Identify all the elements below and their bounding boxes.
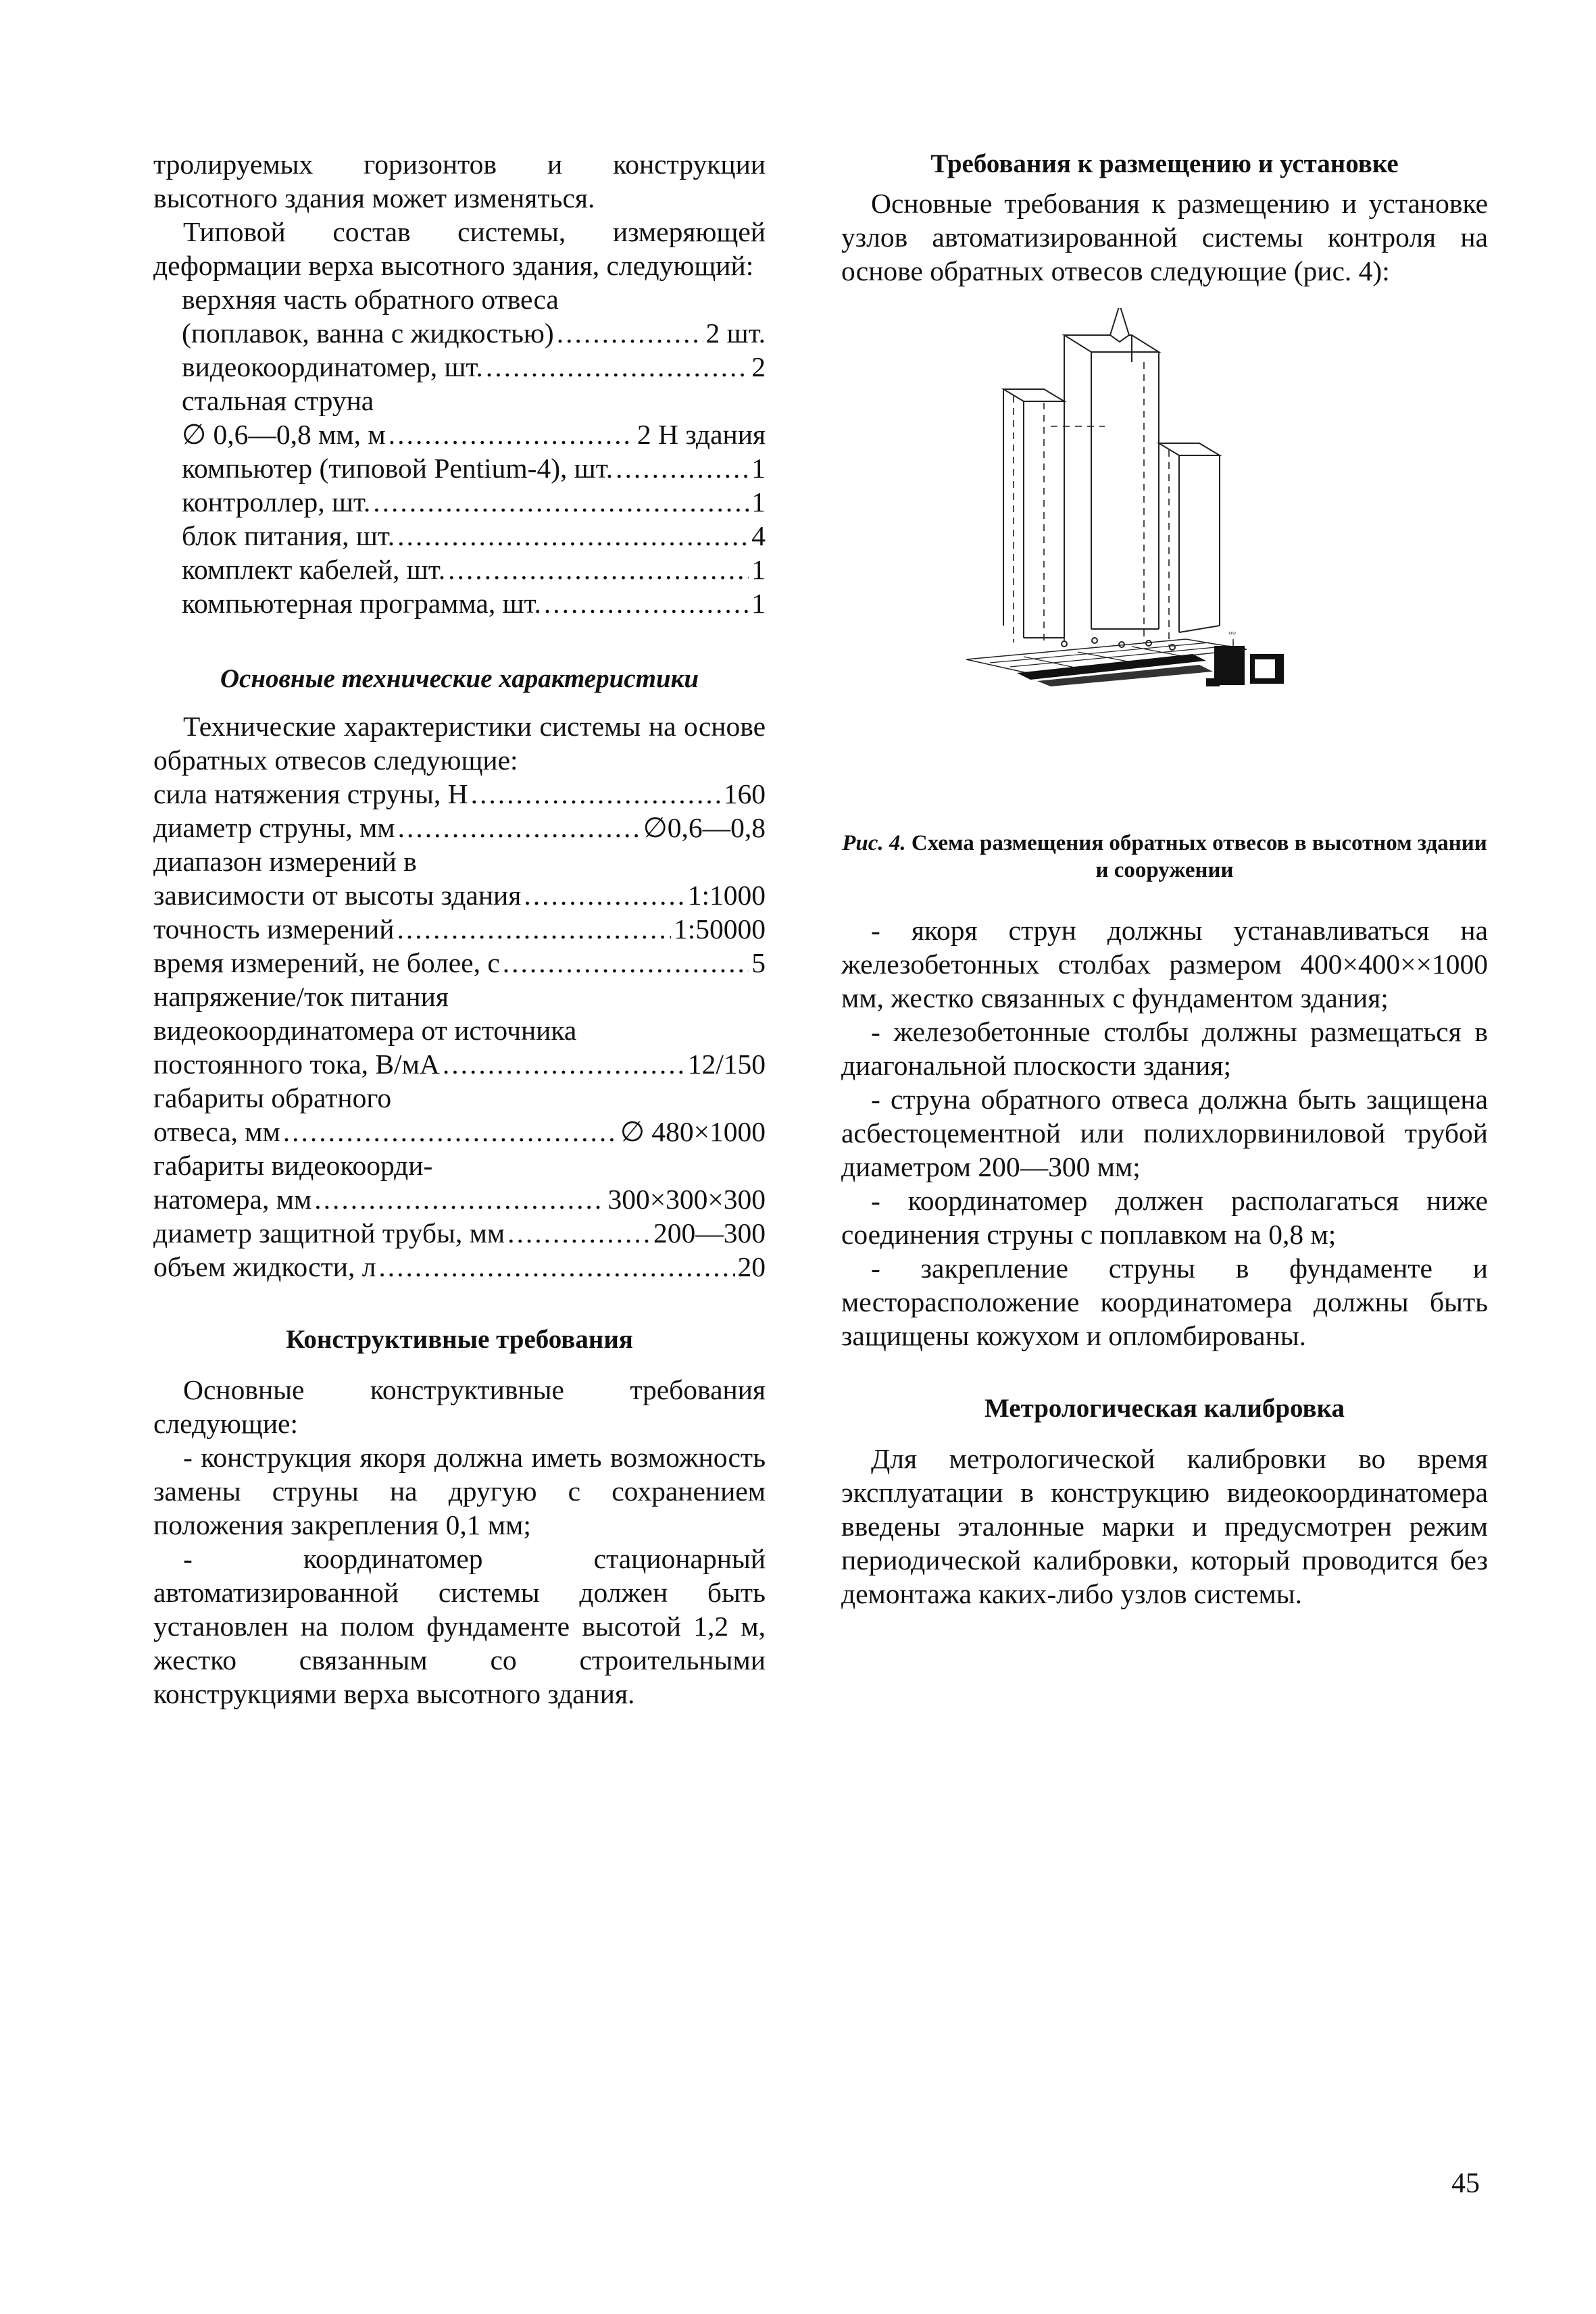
tech-row: габариты обратного [153, 1082, 392, 1113]
tech-row: видеокоординатомера от источника [153, 1015, 577, 1046]
left-tower-top [1003, 389, 1064, 401]
placement-item: - струна обратного отвеса должна быть защищена асбестоцементной или полихлорвиниловой трубой диаметром 200—300 мм; [841, 1084, 1488, 1182]
composition-list [182, 282, 766, 620]
composition-row: ∅ 0,6—0,8 мм, м ..... 2 H здания [182, 418, 766, 451]
constructive-item: - конструкция якоря должна иметь возможность замены струны на другую с сохранением положения закрепления 0,1 мм; [153, 1442, 766, 1540]
placement-item: - железобетонные столбы должны размещаться в диагональной плоскости здания; [841, 1016, 1488, 1081]
placement-item: - координатомер должен располагаться ниже соединения струны с поплавком на 0,8 м; [841, 1185, 1488, 1250]
figure-caption [841, 830, 1488, 884]
svg-text:°°: °° [1228, 630, 1237, 640]
tech-row: точность измерений ..... 1:50000 [153, 912, 766, 946]
right-tower-top [1159, 443, 1220, 455]
composition-row: видеокоординатомер, шт. ..... 2 [182, 350, 766, 384]
tech-heading: Основные технические характеристики [220, 664, 699, 693]
building-plumb-diagram [963, 308, 1368, 686]
constructive-intro: Основные конструктивные требования следующие: [153, 1374, 766, 1439]
tech-row: натомера, мм ..... 300×300×300 [153, 1182, 766, 1216]
tech-row: зависимости от высоты здания ..... 1:1000 [153, 878, 766, 912]
left-column [153, 147, 766, 1711]
placement-item: - закрепление струны в фундаменте и месторасположение координатомера должны быть защищены кожухом и опломбированы. [841, 1253, 1488, 1351]
tech-list [153, 777, 766, 1284]
composition-row: стальная струна [182, 385, 374, 416]
composition-intro: Типовой состав системы, измеряющей деформации верха высотного здания, следующий: [153, 216, 766, 281]
composition-row: блок питания, шт. ..... 4 [182, 519, 766, 553]
tech-row: габариты видеокоорди- [153, 1150, 433, 1181]
calibration-text: Для метрологической калибровки во время эксплуатации в конструкцию видеокоординатомера введены эталонные марки и предусмотрен режим периодической калибровки, который проводится без демонтажа каких-либо узлов системы. [841, 1443, 1488, 1609]
constructive-heading: Конструктивные требования [286, 1325, 633, 1354]
center-tower-top [1064, 335, 1159, 352]
placement-heading: Требования к размещению и установке [930, 149, 1399, 178]
tech-row: диаметр струны, мм ..... ∅0,6—0,8 [153, 811, 766, 845]
placement-list [841, 913, 1488, 1353]
intro-continuation: тролируемых горизонтов и конструкции высотного здания может изменяться. [153, 149, 766, 213]
figure-caption-text: Схема размещения обратных отвесов в высотном здании и сооружении [911, 831, 1487, 882]
calibration-heading: Метрологическая калибровка [984, 1394, 1345, 1423]
tech-row: сила натяжения струны, Н ..... 160 [153, 777, 766, 811]
right-column [841, 147, 1488, 1611]
figure-number: Рис. 4. [842, 831, 906, 855]
tech-row: объем жидкости, л ..... 20 [153, 1250, 766, 1284]
composition-row: компьютерная программа, шт. ..... 1 [182, 586, 766, 620]
tech-row: напряжение/ток питания [153, 981, 449, 1012]
placement-item: - якоря струн должны устанавливаться на железобетонных столбах размером 400×400××1000 мм, жестко связанных с фундаментом здания; [841, 915, 1488, 1013]
tech-row: время измерений, не более, с ..... 5 [153, 946, 766, 980]
spire [1110, 308, 1129, 342]
tech-row: постоянного тока, В/мА ..... 12/150 [153, 1047, 766, 1081]
composition-row: верхняя часть обратного отвеса [182, 284, 559, 315]
placement-intro: Основные требования к размещению и установке узлов автоматизированной системы контроля на основе обратных отвесов следующие (рис. 4): [841, 188, 1488, 286]
tech-row: отвеса, мм ..... ∅ 480×1000 [153, 1115, 766, 1149]
tech-row: диапазон измерений в [153, 846, 417, 877]
composition-row: комплект кабелей, шт. ..... 1 [182, 553, 766, 586]
composition-row: компьютер (типовой Pentium-4), шт. ..... 1 [182, 451, 766, 485]
tech-row: диаметр защитной трубы, мм ..... 200—300 [153, 1216, 766, 1250]
composition-row: (поплавок, ванна с жидкостью) ..... 2 шт. [182, 316, 766, 350]
page-number: 45 [1451, 2168, 1480, 2199]
composition-row: контроллер, шт. ..... 1 [182, 485, 766, 519]
figure-4 [841, 308, 1488, 822]
tech-intro: Технические характеристики системы на основе обратных отвесов следующие: [153, 711, 766, 776]
constructive-item: - координатомер стационарный автоматизированной системы должен быть установлен на полом фундаменте высотой 1,2 м, жестко связанным со строительными конструкциями верха высотного здания. [153, 1543, 766, 1709]
